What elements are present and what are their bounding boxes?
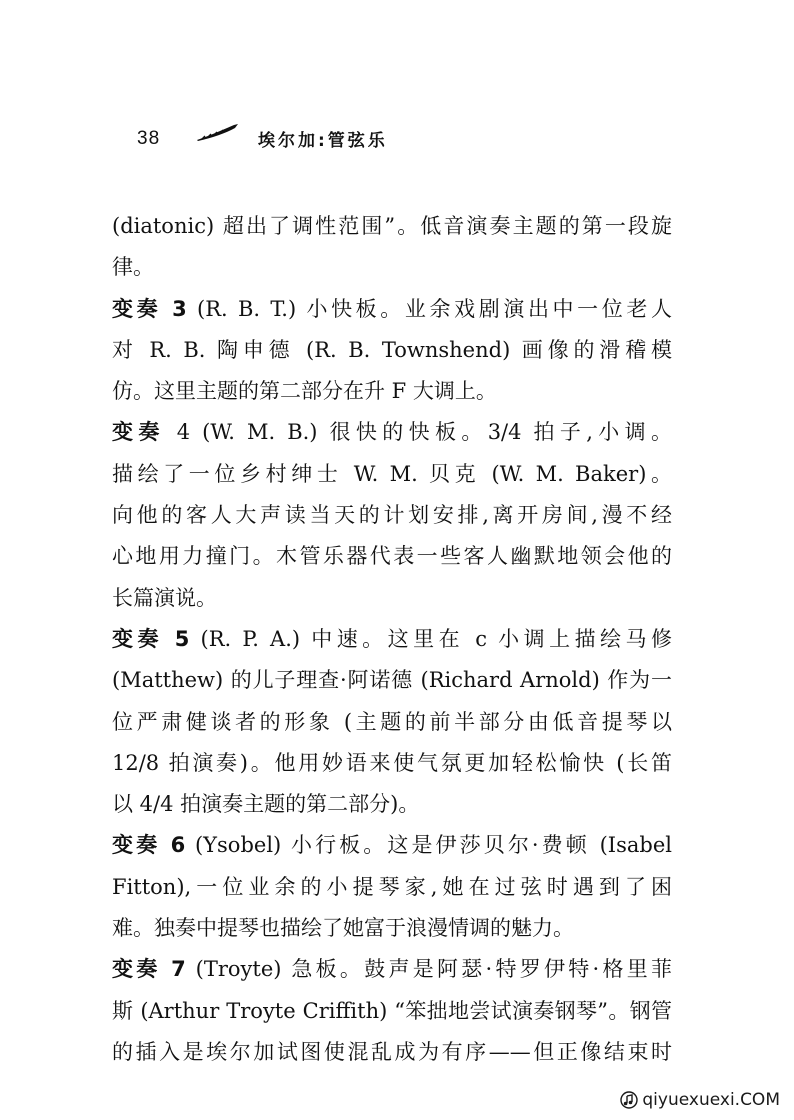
page-number: 38 — [137, 128, 161, 149]
text-line — [112, 206, 672, 247]
body-text — [112, 206, 672, 1073]
line-text: 以 4/4 拍演奏主题的第二部分)。 — [112, 792, 420, 817]
text-line — [112, 660, 672, 701]
text-line — [112, 536, 672, 577]
text-line — [112, 330, 672, 371]
line-text: 仿。这里主题的第二部分在升 F 大调上。 — [112, 379, 497, 404]
text-line — [112, 867, 672, 908]
text-line — [112, 371, 672, 412]
running-title: 埃尔加:管弦乐 — [258, 131, 388, 151]
variation-heading: 变奏 3 — [112, 296, 187, 321]
text-line — [112, 619, 672, 660]
line-text: 对 R. B. 陶申德 (R. B. Townshend) 画像的滑稽模 — [112, 337, 672, 362]
line-text: 位严肃健谈者的形象 (主题的前半部分由低音提琴以 — [112, 709, 672, 734]
line-text: 12/8 拍演奏)。他用妙语来使气氛更加轻松愉快 (长笛 — [112, 750, 672, 775]
line-text: 心地用力撞门。木管乐器代表一些客人幽默地领会他的 — [112, 544, 672, 569]
text-line — [112, 1032, 672, 1073]
line-text: 描绘了一位乡村绅士 W. M. 贝克 (W. M. Baker)。 — [112, 461, 672, 486]
variation-heading: 变奏 — [112, 420, 165, 445]
text-line — [112, 784, 672, 825]
music-note-logo-icon — [620, 1091, 638, 1109]
text-line — [112, 289, 672, 330]
text-line — [112, 412, 672, 453]
line-text: 难。独奏中提琴也描绘了她富于浪漫情调的魅力。 — [112, 916, 574, 941]
line-text: 律。 — [112, 255, 154, 280]
text-line — [112, 825, 672, 866]
line-text: 长篇演说。 — [112, 585, 217, 610]
text-line — [112, 949, 672, 990]
text-line — [112, 991, 672, 1032]
variation-heading: 变奏 7 — [112, 957, 186, 982]
line-text: Fitton),一位业余的小提琴家,她在过弦时遇到了困 — [112, 874, 672, 899]
variation-heading: 变奏 5 — [112, 626, 190, 651]
text-line — [112, 908, 672, 949]
line-text: (R. B. T.) 小快板。业余戏剧演出中一位老人 — [186, 296, 672, 321]
line-text: (Matthew) 的儿子理查·阿诺德 (Richard Arnold) 作为一 — [112, 668, 672, 693]
line-text: 的插入是埃尔加试图使混乱成为有序——但正像结束时 — [112, 1039, 672, 1064]
line-text: (diatonic) 超出了调性范围”。低音演奏主题的第一段旋 — [112, 214, 672, 238]
line-text: (R. P. A.) 中速。这里在 c 小调上描绘马修 — [189, 626, 672, 651]
line-text: 斯 (Arthur Troyte Criffith) “笨拙地尝试演奏钢琴”。钢管 — [112, 998, 672, 1023]
text-line — [112, 743, 672, 784]
line-text: 向他的客人大声读当天的计划安排,离开房间,漫不经 — [112, 503, 672, 528]
text-line — [112, 247, 672, 288]
text-line — [112, 702, 672, 743]
watermark — [620, 1090, 780, 1110]
text-line — [112, 495, 672, 536]
watermark-text: qiyuexuexi.COM — [642, 1090, 780, 1110]
line-text: 4 (W. M. B.) 很快的快板。3/4 拍子,小调。 — [164, 420, 673, 445]
variation-heading: 变奏 6 — [112, 833, 186, 858]
text-line — [112, 454, 672, 495]
line-text: (Ysobel) 小行板。这是伊莎贝尔·费顿 (Isabel — [185, 833, 672, 858]
quill-pen-icon — [196, 122, 240, 144]
text-line — [112, 578, 672, 619]
line-text: (Troyte) 急板。鼓声是阿瑟·特罗伊特·格里菲 — [185, 957, 672, 982]
page-header — [0, 118, 794, 158]
